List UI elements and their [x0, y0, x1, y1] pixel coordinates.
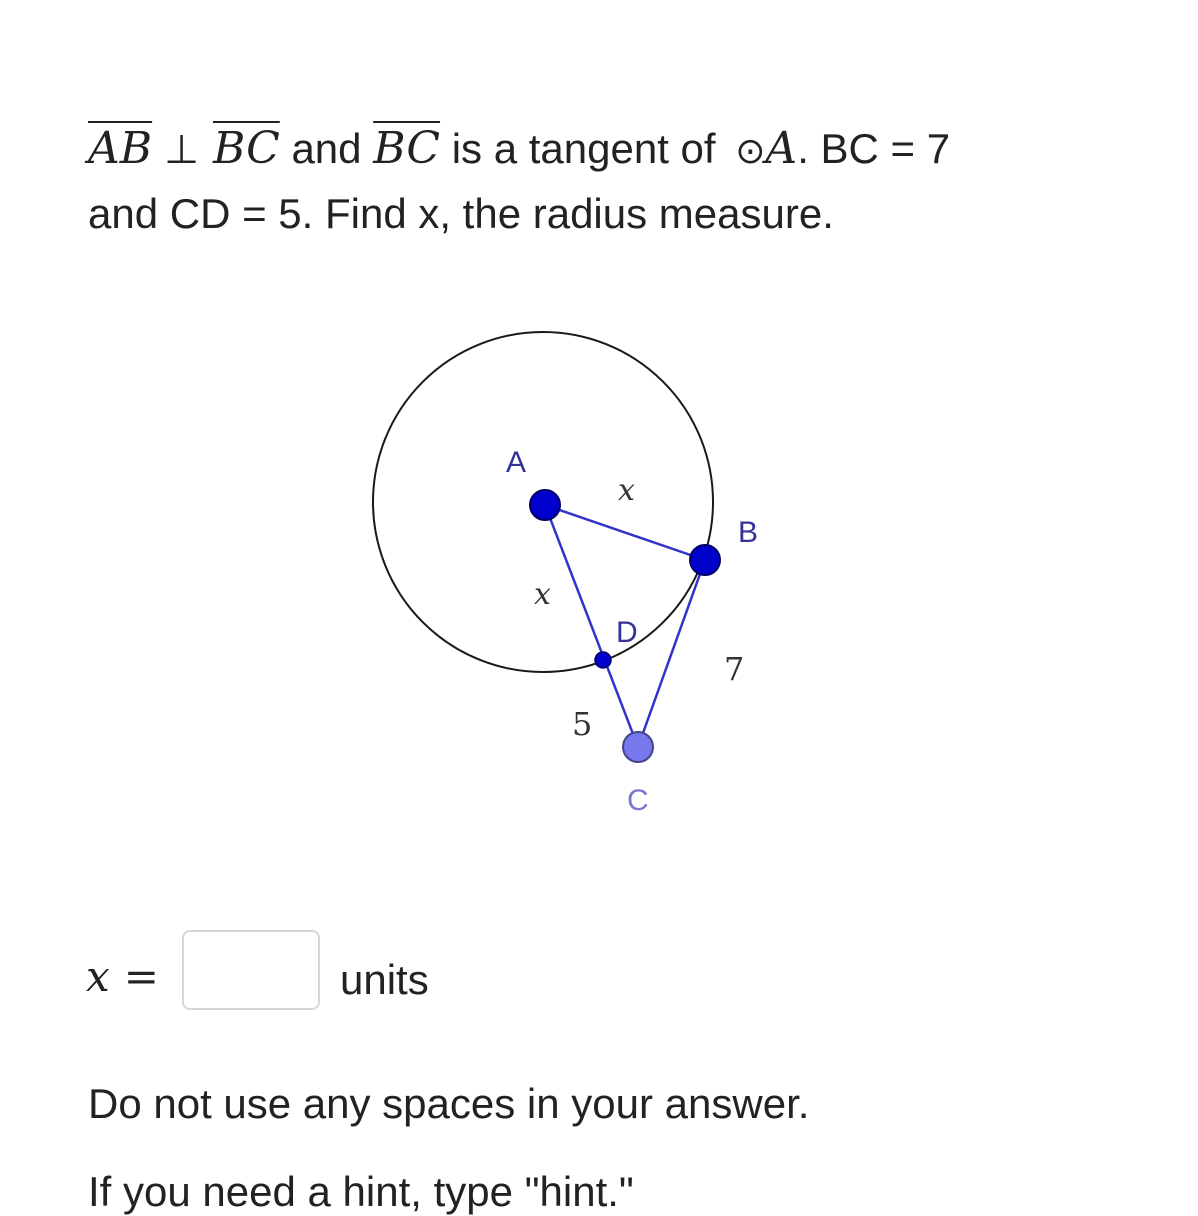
- instruction-no-spaces: Do not use any spaces in your answer.: [88, 1080, 810, 1127]
- units-label: units: [340, 956, 429, 1003]
- point-b[interactable]: [690, 545, 720, 575]
- label-ad-length: x: [534, 577, 551, 612]
- geometry-diagram: [340, 320, 820, 840]
- instruction-hint: If you need a hint, type "hint.": [88, 1168, 634, 1215]
- question-line-2: and CD = 5. Find x, the radius measure.: [88, 190, 834, 237]
- perpendicular-symbol: ⊥: [164, 127, 199, 173]
- circle-symbol: ⊙: [735, 131, 766, 172]
- circle-name: A: [765, 123, 798, 174]
- point-c[interactable]: [623, 732, 653, 762]
- segment-ab-line: [545, 505, 705, 560]
- geometry-figure: [340, 320, 820, 840]
- label-bc-length: 7: [724, 650, 745, 688]
- label-ab-length: x: [618, 473, 635, 508]
- sentence-end: . BC = 7: [797, 125, 951, 172]
- segment-bc-line: [638, 560, 705, 747]
- segment-bc-2: $\overline{BC}$: [373, 123, 441, 174]
- tangent-text: is a tangent of: [451, 125, 716, 172]
- label-c: C: [627, 784, 649, 817]
- point-a[interactable]: [530, 490, 560, 520]
- answer-input[interactable]: [182, 930, 320, 1010]
- answer-variable-label: [86, 952, 159, 1001]
- segment-ab: $\overline{AB}$: [88, 123, 153, 174]
- point-d[interactable]: [595, 652, 611, 668]
- equals-sign: =: [123, 952, 159, 1001]
- label-d: D: [616, 616, 638, 649]
- label-b: B: [738, 516, 759, 549]
- answer-row: [86, 930, 686, 1016]
- variable-name: x: [86, 952, 110, 1001]
- label-a: A: [506, 446, 527, 479]
- label-cd-length: 5: [572, 705, 593, 743]
- conjunction-and: and: [291, 125, 362, 172]
- segment-bc: $\overline{BC}$: [212, 123, 280, 174]
- question-text: [88, 118, 1128, 245]
